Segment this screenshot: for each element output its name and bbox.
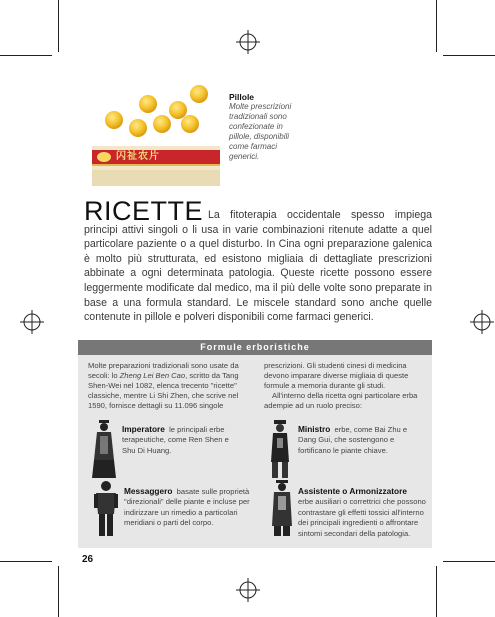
book-title: Zheng Lei Ben Cao [119, 371, 186, 380]
box-paragraph: prescrizioni. Gli studenti cinesi di medicina devono imparare diverse migliaia di queste formule a memoria durante gli studi. [264, 361, 409, 390]
box-paragraph [88, 361, 250, 411]
crop-mark [0, 561, 52, 562]
role-name: Imperatore [122, 424, 165, 434]
role-minister [298, 424, 424, 456]
role-emperor [122, 424, 242, 456]
role-text: erbe, come Bai Zhu e Dang Gui, che sostengono e fortificano le piante chiave. [298, 425, 408, 455]
photo-caption [229, 92, 299, 162]
messenger-figure-icon [94, 480, 118, 538]
crop-mark [58, 566, 59, 617]
minister-figure-icon [268, 420, 292, 480]
role-name: Ministro [298, 424, 331, 434]
crop-mark [436, 0, 437, 52]
section-heading: RICETTE [84, 196, 204, 226]
role-name: Messaggero [124, 486, 173, 496]
main-paragraph [84, 196, 432, 325]
caption-text: Molte prescrizioni tradizionali sono confezionate in pillole, disponibili come farmaci generici. [229, 102, 292, 161]
package-label: 闪祉农片 [116, 151, 160, 162]
crop-mark [443, 55, 495, 56]
main-text: La fitoterapia occidentale spesso impiega principi attivi singoli o li usa in varie combinazioni ritenute adatte a quel particolare paziente o a quel disturbo. In Cina ogni preparazione galenica è molto più strutturata, ed esistono migliaia di dettagliate prescrizioni abbinate a ogni determinata patologia. Queste ricette possono essere leggermente modificate dal medico, ma il più delle volte sono preparate in base a una formula standard. Le miscele standard sono anche quelle contenute in pillole e polveri disponibili come farmaci generici. [84, 209, 432, 324]
registration-mark-top [236, 30, 260, 54]
text-run: , scritto da Tang Shen-Wei nel 1082, elenca trecento "ricette" classiche, mentre Li Shi Zhen, che scrive nel 1590, fornisce dettagli su 11.096 singole [88, 371, 239, 410]
caption-title: Pillole [229, 92, 255, 102]
role-text: erbe ausiliari o correttrici che possono contrastare gli effetti tossici all'interno dei principali ingredienti o affrontare sintomi secondari della patologia. [298, 497, 426, 538]
registration-mark-bottom [236, 578, 260, 602]
assistant-figure-icon [270, 480, 294, 538]
registration-mark-left [20, 310, 44, 334]
role-text: basate sulle proprietà "direzionali" delle piante e incluse per indirizzare un rimedio a particolari meridiani o parti del corpo. [124, 487, 250, 528]
pills-photo [90, 78, 222, 188]
box-paragraph: All'interno della ricetta ogni particolare erba adempie ad un ruolo preciso: [264, 391, 418, 410]
crop-mark [443, 561, 495, 562]
role-text: le principali erbe terapeutiche, come Ren Shen e Shu Di Huang. [122, 425, 229, 455]
crop-mark [0, 55, 52, 56]
formule-box [78, 340, 432, 548]
box-title: Formule erboristiche [78, 340, 432, 355]
page-number: 26 [82, 554, 94, 565]
text-run: Molte preparazioni tradizionali sono usate da secoli: lo [88, 361, 239, 380]
box-column-left [88, 361, 250, 411]
role-assistant [298, 486, 426, 539]
registration-mark-right [470, 310, 494, 334]
box-column-right [264, 361, 426, 411]
crop-mark [58, 0, 59, 52]
role-name: Assistente o Armonizzatore [298, 486, 407, 496]
emperor-figure-icon [92, 420, 116, 480]
role-messenger [124, 486, 250, 529]
crop-mark [436, 566, 437, 617]
